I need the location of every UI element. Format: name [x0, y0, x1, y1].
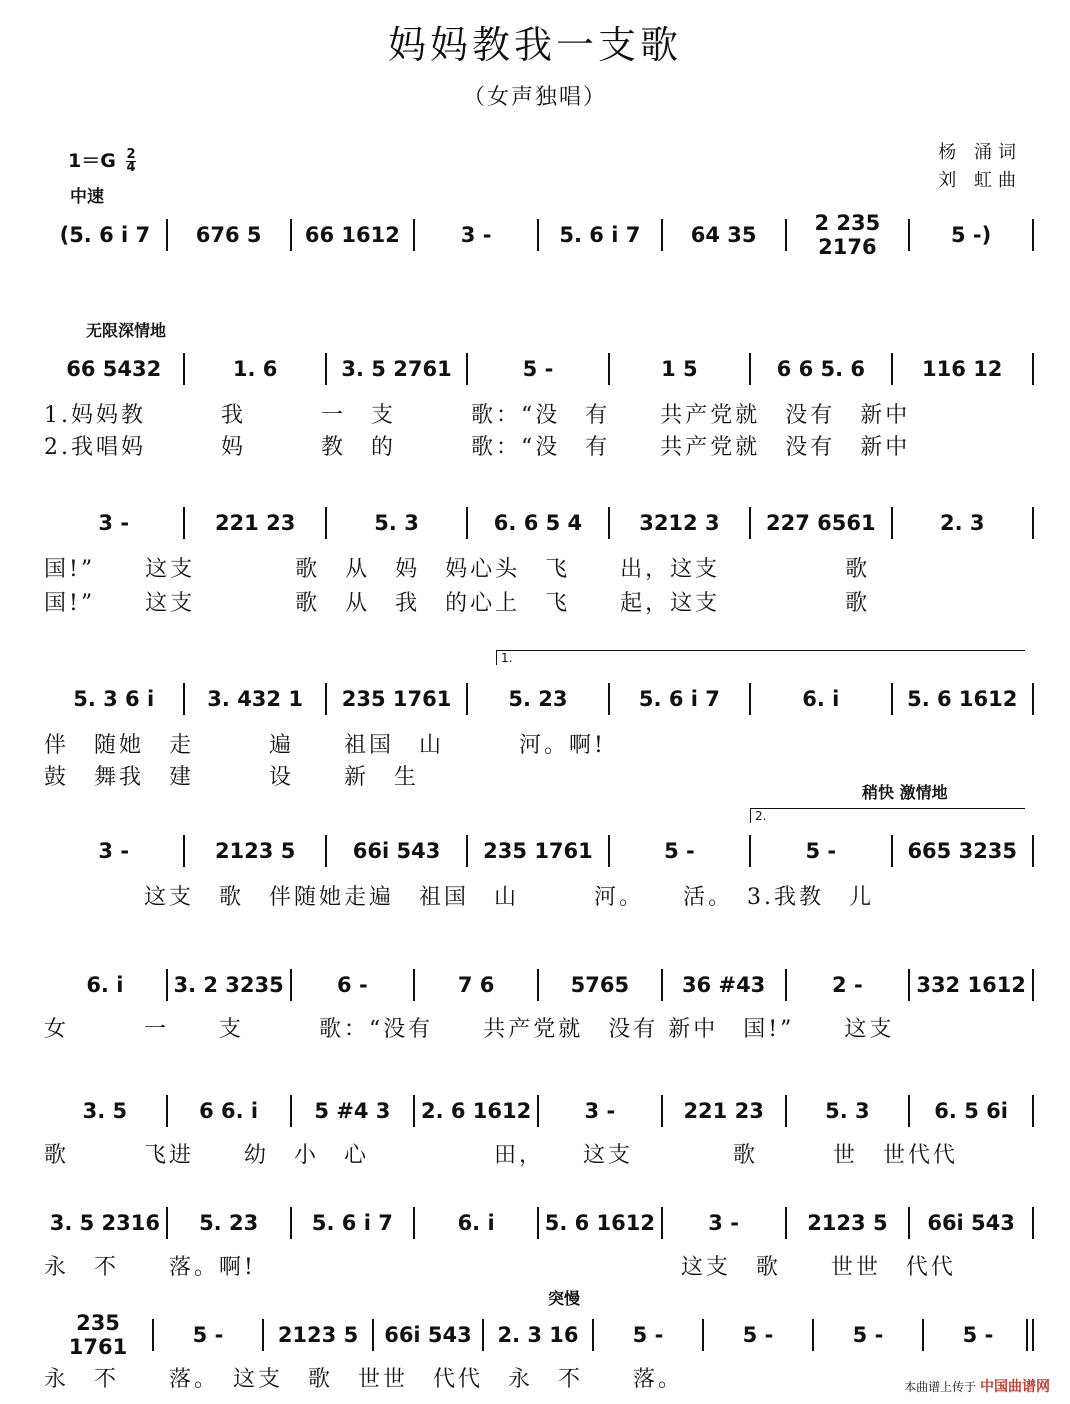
composer-credit: 刘 虹曲 [938, 170, 1022, 191]
measure: 235 1761 [341, 687, 452, 711]
measure: 5. 3 [825, 1099, 870, 1123]
measure: 221 23 [683, 1099, 764, 1123]
lyric-line: 永 不 落。啊! 这支 歌 世世 代代 [44, 1255, 956, 1280]
measure: 3. 5 [82, 1099, 128, 1123]
measure: 66i 543 [927, 1211, 1015, 1235]
music-line-5 [44, 962, 1034, 1008]
measure: 64 35 [690, 223, 757, 247]
measure: 7 6 [457, 973, 495, 997]
barline [1032, 969, 1034, 1001]
measure: 676 5 [195, 223, 262, 247]
music-line-1 [44, 346, 1034, 392]
measure: 3 - [98, 839, 130, 863]
page-title: 妈妈教我一支歌 [387, 23, 682, 67]
tempo-marking: 中速 [70, 187, 104, 207]
expression-marking: 稍快 激情地 [862, 783, 948, 802]
measure: 6. 5 6i [934, 1099, 1008, 1123]
barline [1032, 219, 1034, 251]
measure: 6. i [457, 1211, 495, 1235]
time-signature [126, 149, 135, 174]
volta-bracket-2: 2. [750, 808, 1025, 823]
measure: 3 - [584, 1099, 616, 1123]
measure: 2. 6 1612 [420, 1099, 532, 1123]
music-line-3 [44, 676, 1034, 722]
measure: 5. 23 [508, 687, 568, 711]
music-line-2 [44, 500, 1034, 546]
lyric-line: 2.我唱妈 妈 教 的 歌：“没 有 共产党就 没有 新中 [44, 435, 911, 460]
measure: 3. 432 1 [207, 687, 303, 711]
lyric-line: 伴 随她 走 遍 祖国 山 河。啊! [44, 733, 606, 758]
measure: 5. 6 i 7 [311, 1211, 393, 1235]
measure: 5 -) [951, 223, 992, 247]
expression-marking: 突慢 [548, 1289, 581, 1308]
barline [1032, 507, 1034, 539]
measure: 6. i [86, 973, 124, 997]
music-line-7 [44, 1200, 1034, 1246]
measure: 227 6561 [766, 511, 876, 535]
measure: 5. 23 [199, 1211, 259, 1235]
lyric-line: 永 不 落。 这支 歌 世世 代代 永 不 落。 [44, 1367, 684, 1392]
measure: 5 #4 3 [314, 1099, 391, 1123]
barline [1032, 1207, 1034, 1239]
measure: 2. 3 [939, 511, 985, 535]
lyric-line: 1.妈妈教 我 一 支 歌：“没 有 共产党就 没有 新中 [44, 403, 911, 428]
time-signature-top: 2 [126, 147, 136, 162]
measure: 3 - [98, 511, 130, 535]
measure: 5. 3 [374, 511, 419, 535]
lyricist-credit: 杨 涌词 [938, 142, 1022, 163]
barline [1032, 353, 1034, 385]
measure: 5. 6 i 7 [559, 223, 641, 247]
measure: 3 - [460, 223, 492, 247]
lyric-line: 歌 飞进 幼 小 心 田， 这支 歌 世 世代代 [44, 1143, 959, 1168]
measure: 665 3235 [907, 839, 1018, 863]
measure: 3212 3 [639, 511, 720, 535]
measure: (5. 6 i 7 [59, 223, 151, 247]
key-label: 1＝G [68, 150, 116, 172]
measure: 1. 6 [232, 357, 278, 381]
lyric-line: 国!” 这支 歌 从 妈 妈心头 飞 出，这支 歌 [44, 557, 871, 582]
measure: 66 5432 [66, 357, 162, 381]
time-signature-bottom: 4 [126, 160, 136, 175]
key-signature [68, 146, 136, 174]
measure: 5 - [742, 1323, 774, 1347]
measure: 36 #43 [681, 973, 766, 997]
measure: 5 - [962, 1323, 994, 1347]
final-barline [1032, 1319, 1034, 1351]
lyric-line: 这支 歌 伴随她走遍 祖国 山 河。 活。 3.我教 儿 [44, 885, 874, 910]
measure: 2123 5 [277, 1323, 359, 1347]
lyric-line: 女 一 支 歌：“没有 共产党就 没有 新中 国!” 这支 [44, 1017, 895, 1042]
barline [1032, 683, 1034, 715]
measure: 332 1612 [916, 973, 1026, 997]
measure: 235 1761 [68, 1311, 128, 1359]
measure: 66i 543 [352, 839, 441, 863]
measure: 3. 2 3235 [173, 973, 284, 997]
measure: 2 235 2176 [814, 211, 881, 259]
measure: 221 23 [214, 511, 296, 535]
music-line-8 [44, 1312, 1034, 1358]
measure: 2123 5 [214, 839, 296, 863]
lyric-line: 鼓 舞我 建 设 新 生 [44, 765, 420, 790]
music-line-0 [44, 212, 1034, 258]
measure: 6. i [802, 687, 840, 711]
measure: 116 12 [922, 357, 1003, 381]
measure: 66i 543 [384, 1323, 472, 1347]
subtitle: （女声独唱） [462, 85, 607, 110]
measure: 5 - [632, 1323, 664, 1347]
measure: 2. 3 16 [497, 1323, 579, 1347]
measure: 6 6 5. 6 [776, 357, 865, 381]
site-logo: 中国曲谱网 [980, 1379, 1050, 1395]
measure: 5. 6 1612 [907, 687, 1018, 711]
measure: 5. 6 i 7 [638, 687, 720, 711]
music-line-6 [44, 1088, 1034, 1134]
measure: 6. 6 5 4 [493, 511, 583, 535]
measure: 66 1612 [304, 223, 400, 247]
measure: 1 5 [661, 357, 698, 381]
music-line-4 [44, 828, 1034, 874]
measure: 2123 5 [807, 1211, 888, 1235]
measure: 235 1761 [483, 839, 593, 863]
upload-footer [904, 1376, 1050, 1396]
measure: 2 - [832, 973, 863, 997]
measure: 5 - [192, 1323, 224, 1347]
barline [1032, 1095, 1034, 1127]
measure: 5765 [570, 973, 630, 997]
measure: 3. 5 2761 [341, 357, 452, 381]
barline [1032, 835, 1034, 867]
measure: 6 - [337, 973, 368, 997]
expression-marking: 无限深情地 [86, 321, 167, 340]
measure: 3 - [708, 1211, 739, 1235]
measure: 6 6. i [199, 1099, 259, 1123]
measure: 5 - [852, 1323, 884, 1347]
lyric-line: 国!” 这支 歌 从 我 的心上 飞 起，这支 歌 [44, 591, 871, 616]
measure: 5. 3 6 i [73, 687, 155, 711]
measure: 5 - [522, 357, 554, 381]
measure: 5. 6 1612 [544, 1211, 656, 1235]
measure: 5 - [664, 839, 695, 863]
volta-bracket-1: 1. [496, 650, 1025, 665]
footer-label: 本曲谱上传于 [904, 1380, 977, 1394]
measure: 3. 5 2316 [49, 1211, 161, 1235]
measure: 5 - [805, 839, 837, 863]
